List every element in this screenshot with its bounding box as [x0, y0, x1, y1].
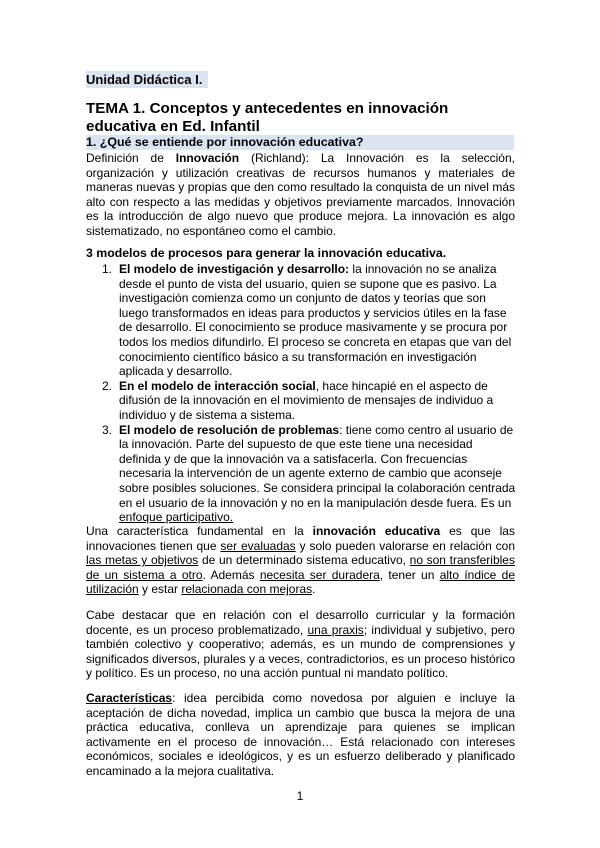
page-number: 1: [296, 789, 304, 803]
list-item: [102, 379, 516, 423]
list-number: 2.: [102, 378, 113, 393]
text-run: : idea percibida como novedosa por alguien e incluye la aceptación de dicha novedad, implica un cambio que busca la mejora de una práctica educativa, conlleva un aprendizaje para quienes se implican activamente en el proceso de innovación… Está relacionado con intereses económicos, sociales e ideológicos, y es un esfuerzo deliberado y planificado encaminado a la mejora cualitativa.: [86, 691, 515, 778]
definition-prefix: Definición de: [86, 151, 176, 165]
list-number: 3.: [102, 422, 113, 437]
list-number: 1.: [102, 262, 113, 276]
underlined-run: alto índice de utilización: [86, 567, 515, 597]
list-item-text: , hace hincapié en el aspecto de difusión de la innovación en el movimiento de mensajes de individuo a individuo y de sistema a sistema.: [119, 378, 494, 422]
text-run: y estar: [138, 582, 182, 597]
characteristics-label: Características: [86, 691, 173, 705]
text-run: , tener un: [379, 567, 440, 582]
text-run: y solo pueden valorarse en relación con: [295, 538, 515, 553]
tema-title: TEMA 1. Conceptos y antecedentes en innovación educativa en Ed. Infantil: [86, 100, 449, 135]
praxis-paragraph: [86, 608, 515, 681]
text-run: . Además: [202, 567, 260, 582]
text-run: .: [312, 582, 316, 597]
underlined-run: ser evaluadas: [220, 538, 296, 553]
definition-paragraph: [86, 151, 515, 239]
text-run: ; individual y subjetivo, pero también colectivo y cooperativo; además, es un mundo de comprensiones y significados diversos, plurales y a veces, contradictorios, es un proceso histórico y político. Es un proceso, no una acción puntual ni mandato político.: [86, 622, 515, 681]
list-item-text: la innovación no se analiza desde el punto de vista del usuario, quien se supone que es pasivo. La investigación comienza como un conjunto de datos y teorías que son luego transformados en ideas para productos y servicios útiles en la fase de desarrollo. El conocimiento se produce masivamente y se procura por todos los medios difundirlo. El proceso se concreta en etapas que van del conocimiento científico básico a su transformación en investigación aplicada y desarrollo.: [119, 262, 512, 379]
section-heading-1: 1. ¿Qué se entiende por innovación educativa?: [86, 135, 514, 150]
bold-run: innovación educativa: [312, 524, 441, 538]
text-run: de un determinado sistema educativo,: [198, 553, 410, 568]
models-list: [102, 262, 516, 525]
models-heading: 3 modelos de procesos para generar la innovación educativa.: [86, 246, 447, 260]
list-item: [102, 423, 516, 525]
text-run: Cabe destacar que en relación con el desarrollo curricular y la formación docente, es un proceso problematizado,: [86, 608, 515, 637]
text-run: es que las innovaciones tienen que: [86, 524, 515, 553]
feature-paragraph: [86, 524, 515, 597]
list-item: [102, 262, 516, 379]
underlined-run: necesita ser duradera: [259, 567, 380, 582]
characteristics-paragraph: [86, 691, 515, 779]
definition-text: (Richland): La Innovación es la selección, organización y utilización creativas de recursos humanos y materiales de maneras nuevas y propias que den como resultado la conquista de un nivel más alto con respecto a las medidas y objetivos previamente marcados. Innovación es la introducción de algo nuevo que produce mejora. La innovación es algo sistematizado, no espontáneo como el cambio.: [86, 151, 515, 238]
list-item-title: El modelo de investigación y desarrollo:: [119, 262, 350, 276]
underlined-run: no son transferibles de un sistema a otro: [86, 553, 515, 582]
list-item-text: : tiene como centro al usuario de la innovación. Parte del supuesto de que este tiene una necesidad definida y de que la innovación va a satisfacerla. Con frecuencias necesaria la intervención de un agente externo de cambio que aconseje sobre posibles soluciones. Se considera principal la colaboración centrada en el usuario de la innovación y no en la manipulación desde fuera. Es un: [119, 422, 516, 510]
definition-term: Innovación: [175, 151, 240, 165]
underlined-run: las metas y objetivos: [86, 553, 199, 568]
unit-title: Unidad Didáctica I.: [86, 71, 208, 88]
text-run: Una característica fundamental en la: [86, 524, 313, 538]
underlined-run: una praxis: [307, 622, 364, 637]
list-item-title: El modelo de resolución de problemas: [119, 422, 340, 437]
underlined-run: relacionada con mejoras: [181, 582, 313, 597]
list-item-title: En el modelo de interacción social: [119, 378, 316, 393]
participative-link[interactable]: enfoque participativo.: [119, 510, 234, 525]
